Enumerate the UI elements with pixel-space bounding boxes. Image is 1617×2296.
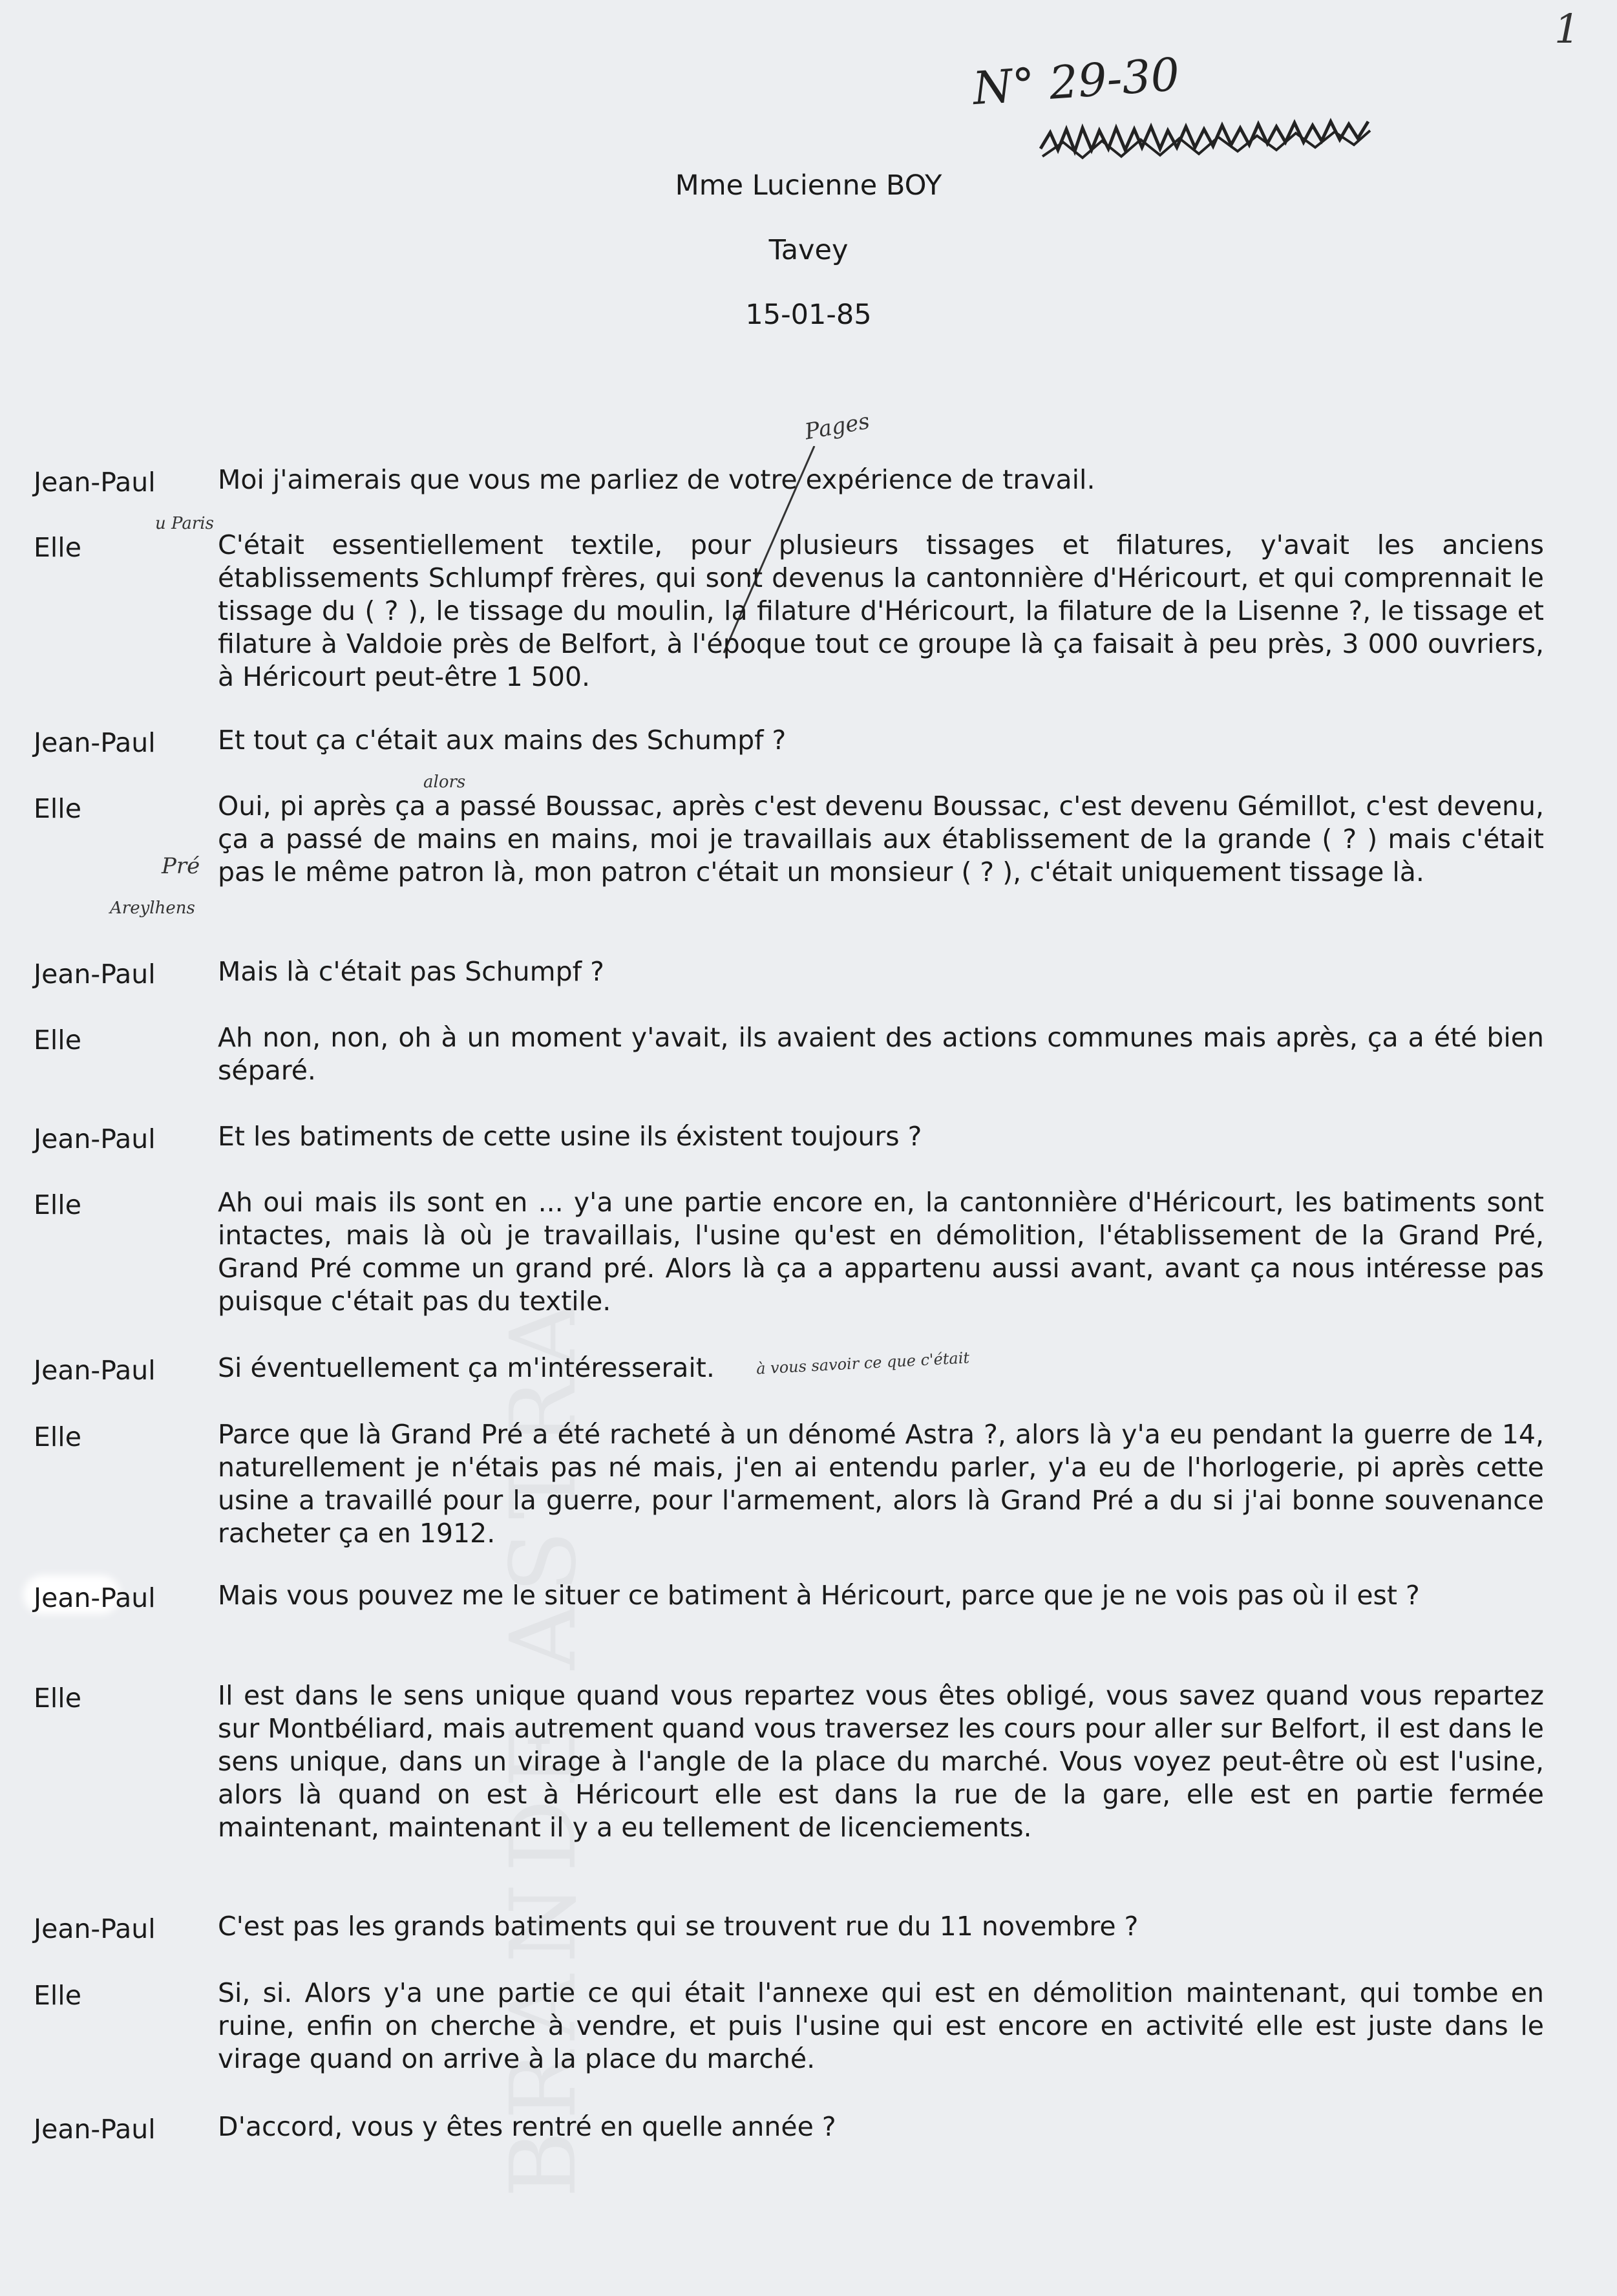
speaker-label: Elle xyxy=(34,1189,81,1220)
speech-text: Ah non, non, oh à un moment y'avait, ils avaient des actions communes mais après, ça a été bien séparé. xyxy=(218,1022,1544,1086)
scribble-strikeout xyxy=(1037,110,1373,168)
header-date: 15-01-85 xyxy=(745,299,872,331)
speech-text: D'accord, vous y êtes rentré en quelle année ? xyxy=(218,2111,836,2142)
speech-text: Et les batiments de cette usine ils éxistent toujours ? xyxy=(218,1121,922,1152)
annotation-savoir: à vous savoir ce que c'était xyxy=(756,1348,970,1378)
speech-text: Il est dans le sens unique quand vous repartez vous êtes obligé, vous savez quand vous repartez sur Montbéliard, mais autrement quand vous traversez les cours pour aller sur Belfort, il est dans le sens unique, dans un virage à l'angle de la place du marché. Vous voyez peut-être où est l'usine, alors là quand on est à Héricourt elle est dans la rue de la gare, elle est en partie fermée maintenant, maintenant il y a eu tellement de licenciements. xyxy=(218,1680,1544,1843)
speech-text: Mais là c'était pas Schumpf ? xyxy=(218,956,604,987)
annotation-paris: u Paris xyxy=(155,514,214,533)
speaker-label: Jean-Paul xyxy=(34,727,156,758)
annotation-pre: Pré xyxy=(162,853,200,879)
watermark: BRANDE ASTRA xyxy=(491,1290,597,2198)
speech-text: Oui, pi après ça a passé Boussac, après c'est devenu Boussac, c'est devenu Gémillot, c'est devenu, ça a passé de mains en mains, moi je travaillais aux établissement de la grande ( ? ) mais c'était pas le même patron là, mon patron c'était un monsieur ( ? ), c'était uniquement tissage là. xyxy=(218,791,1544,888)
speech-text: Si éventuellement ça m'intéresserait. xyxy=(218,1352,715,1383)
speaker-label: Jean-Paul xyxy=(34,1582,156,1613)
annotation-areylhens: Areylhens xyxy=(110,898,195,918)
speech-text: Mais vous pouvez me le situer ce batiment à Héricourt, parce que je ne vois pas où il est ? xyxy=(218,1580,1420,1611)
header-name: Mme Lucienne BOY xyxy=(675,169,942,202)
speaker-label: Elle xyxy=(34,1980,81,2011)
speaker-label: Jean-Paul xyxy=(34,467,156,498)
speech-text: C'est pas les grands batiments qui se trouvent rue du 11 novembre ? xyxy=(218,1911,1139,1942)
handwritten-reference: N° 29-30 xyxy=(971,47,1181,116)
speaker-label: Jean-Paul xyxy=(34,1123,156,1154)
speech-text: Si, si. Alors y'a une partie ce qui était l'annexe qui est en démolition maintenant, qui tombe en ruine, enfin on cherche à vendre, et puis l'usine qui est encore en activité elle est juste dans le virage quand on arrive à la place du marché. xyxy=(218,1977,1544,2074)
annotation-pages: Pages xyxy=(803,408,872,445)
speaker-label: Jean-Paul xyxy=(34,1355,156,1386)
header-place: Tavey xyxy=(768,234,849,266)
annotation-alors: alors xyxy=(423,772,466,792)
speech-text: Et tout ça c'était aux mains des Schumpf ? xyxy=(218,725,787,756)
speech-text: Moi j'aimerais que vous me parliez de votre expérience de travail. xyxy=(218,464,1095,495)
speech-text: Parce que là Grand Pré a été racheté à un dénomé Astra ?, alors là y'a eu pendant la guerre de 14, naturellement je n'étais pas né mais, j'en ai entendu parler, y'a eu de l'horlogerie, pi après cette usine a travaillé pour la guerre, pour l'armement, alors là Grand Pré a du si j'ai bonne souvenance racheter ça en 1912. xyxy=(218,1419,1544,1549)
speaker-label: Jean-Paul xyxy=(34,959,156,990)
speech-text: C'était essentiellement textile, pour plusieurs tissages et filatures, y'avait les anciens établissements Schlumpf frères, qui sont devenus la cantonnière d'Héricourt, et qui comprennait le tissage du ( ? ), le tissage du moulin, la filature d'Héricourt, la filature de la Lisenne ?, le tissage et filature à Valdoie près de Belfort, à l'époque tout ce groupe là ça faisait à peu près, 3 000 ouvriers, à Héricourt peut-être 1 500. xyxy=(218,529,1544,692)
speaker-label: Elle xyxy=(34,1683,81,1714)
speaker-label: Jean-Paul xyxy=(34,2114,156,2145)
page-number: 1 xyxy=(1554,5,1580,52)
speaker-label: Elle xyxy=(34,1421,81,1452)
speaker-label: Elle xyxy=(34,793,81,824)
speaker-label: Elle xyxy=(34,1025,81,1056)
speaker-label: Jean-Paul xyxy=(34,1913,156,1944)
speech-text: Ah oui mais ils sont en ... y'a une partie encore en, la cantonnière d'Héricourt, les batiments sont intactes, mais là où je travaillais, l'usine qu'est en démolition, l'établissement de la Grand Pré, Grand Pré comme un grand pré. Alors là ça a appartenu aussi avant, avant ça nous intéresse pas puisque c'était pas du textile. xyxy=(218,1187,1544,1317)
speaker-label: Elle xyxy=(34,532,81,563)
